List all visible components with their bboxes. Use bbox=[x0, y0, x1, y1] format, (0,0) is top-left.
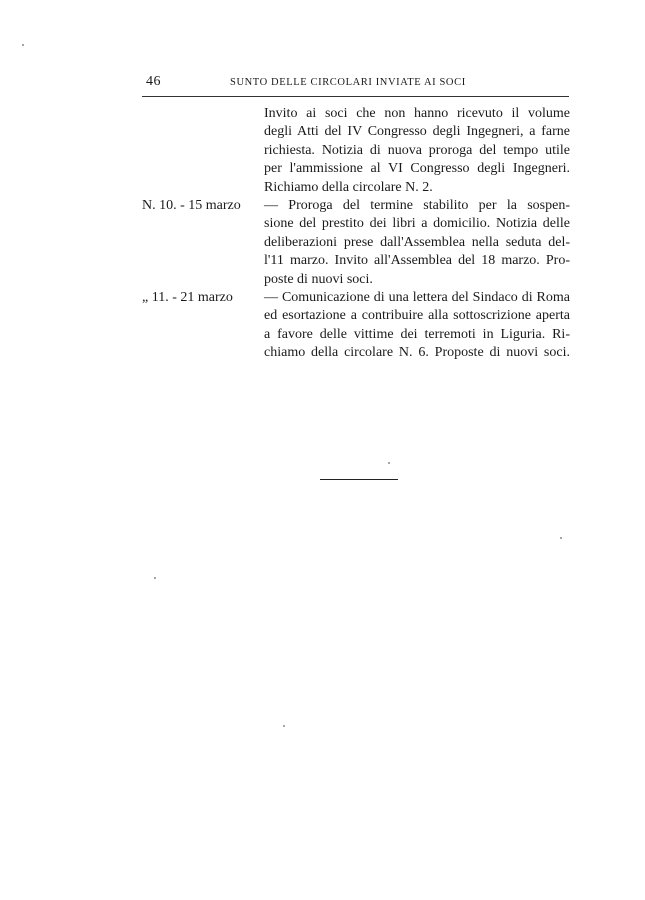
entry-text bbox=[264, 105, 570, 197]
scan-speck bbox=[154, 577, 156, 579]
text-line: deliberazioni prese dall'Assemblea nella seduta del- bbox=[264, 234, 570, 250]
circular-entry-continuation bbox=[142, 105, 570, 197]
entry-text bbox=[264, 289, 570, 363]
entry-label: „ 11. - 21 marzo bbox=[142, 290, 233, 306]
text-line: a favore delle vittime dei terremoti in Liguria. Ri- bbox=[264, 326, 570, 342]
section-end-rule bbox=[320, 479, 398, 480]
text-line: — Comunicazione di una lettera del Sindaco di Roma bbox=[264, 290, 570, 306]
scan-speck bbox=[22, 44, 24, 46]
scan-speck bbox=[283, 725, 285, 727]
entry-text bbox=[264, 197, 570, 289]
circular-list bbox=[142, 105, 570, 363]
header-rule bbox=[142, 96, 569, 97]
text-line: chiamo della circolare N. 6. Proposte di nuovi soci. bbox=[264, 345, 570, 361]
scan-speck bbox=[388, 462, 390, 464]
text-line: degli Atti del IV Congresso degli Ingegneri, a farne bbox=[264, 124, 570, 140]
text-line: sione del prestito dei libri a domicilio. Notizia delle bbox=[264, 216, 570, 232]
text-line: ed esortazione a contribuire alla sottoscrizione aperta bbox=[264, 308, 570, 324]
text-line: Invito ai soci che non hanno ricevuto il volume bbox=[264, 106, 570, 121]
circular-entry-11 bbox=[142, 289, 570, 363]
text-line: poste di nuovi soci. bbox=[264, 271, 373, 287]
text-line: l'11 marzo. Invito all'Assemblea del 18 marzo. Pro- bbox=[264, 253, 570, 269]
running-title: SUNTO DELLE CIRCOLARI INVIATE AI SOCI bbox=[230, 77, 466, 88]
scan-speck bbox=[560, 537, 562, 539]
page-number: 46 bbox=[146, 74, 161, 89]
text-line: Richiamo della circolare N. 2. bbox=[264, 179, 433, 195]
entry-label: N. 10. - 15 marzo bbox=[142, 198, 241, 214]
circular-entry-10 bbox=[142, 197, 570, 289]
text-line: — Proroga del termine stabilito per la sospen- bbox=[264, 198, 570, 214]
text-line: per l'ammissione al VI Congresso degli Ingegneri. bbox=[264, 161, 570, 177]
text-line: richiesta. Notizia di nuova proroga del tempo utile bbox=[264, 142, 570, 158]
